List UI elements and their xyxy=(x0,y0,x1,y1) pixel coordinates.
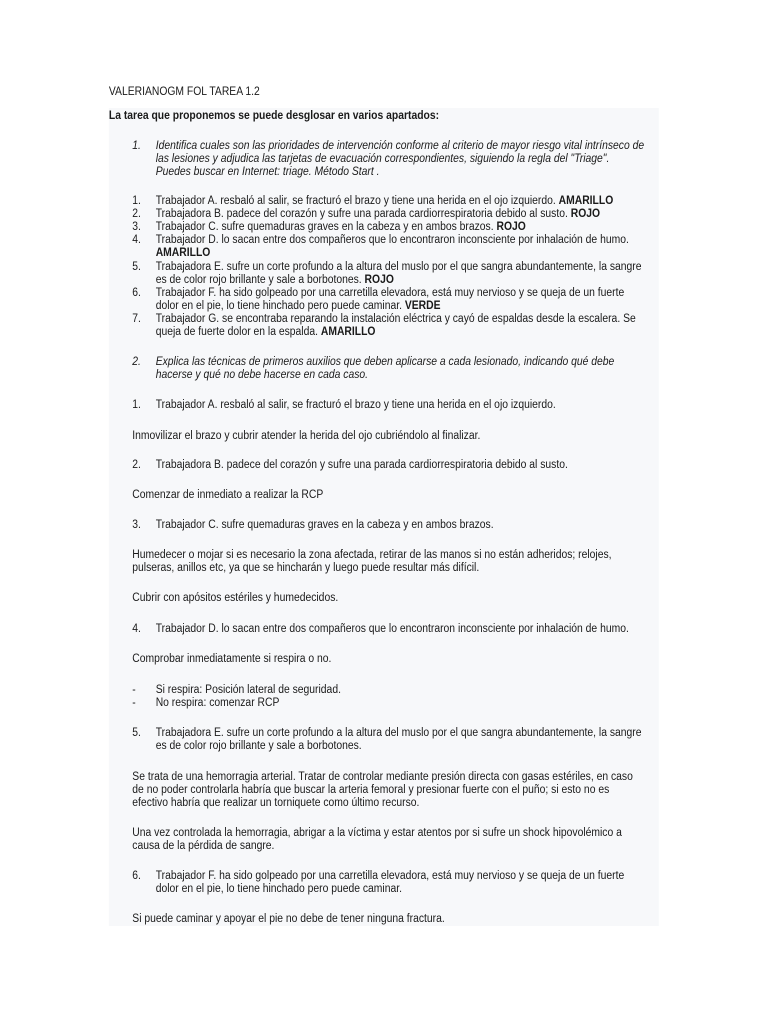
answer-text-e2 xyxy=(132,827,659,853)
answer-heading-text: es de color rojo brillante y sale a borbotones. xyxy=(155,740,362,752)
worker-number: 5. xyxy=(132,261,141,273)
triage-tag: ROJO xyxy=(570,208,601,220)
answer-heading-text: dolor en el pie, lo tiene hinchado pero puede caminar. xyxy=(155,883,402,895)
bullet-mark: - xyxy=(132,697,136,709)
answer-text-e1 xyxy=(132,771,659,810)
worker-number: 4. xyxy=(132,234,141,246)
answer-heading-text: Trabajadora E. sufre un corte profundo a la altura del muslo por el que sangra abundantemente, la sangre xyxy=(155,727,642,739)
worker-text: Trabajador F. ha sido golpeado por una carretilla elevadora, está muy nervioso y se queja de un fuerte xyxy=(155,287,625,299)
worker-text: es de color rojo brillante y sale a borbotones. xyxy=(155,274,362,286)
answer-line: efectivo habría que realizar un torniquete como último recurso. xyxy=(132,797,420,809)
triage-tag: AMARILLO xyxy=(558,195,614,207)
answer-line: Se trata de una hemorragia arterial. Tratar de controlar mediante presión directa con gasas estériles, en caso xyxy=(132,771,633,783)
answer-number: 3. xyxy=(132,519,141,531)
answer-heading-text: Trabajador A. resbaló al salir, se fracturó el brazo y tiene una herida en el ojo izquierdo. xyxy=(155,399,556,411)
answer-heading-text: Trabajador F. ha sido golpeado por una carretilla elevadora, está muy nervioso y se queja de un fuerte xyxy=(155,870,625,882)
worker-text: Trabajadora B. padece del corazón y sufre una parada cardiorrespiratoria debido al susto. xyxy=(155,208,568,220)
answer-number: 1. xyxy=(132,399,141,411)
answer-line: de no poder controlarla habría que buscar la arteria femoral y presionar fuerte con el puño; si esto no es xyxy=(132,784,610,796)
answer-line: causa de la pérdida de sangre. xyxy=(132,840,275,852)
answer-number: 6. xyxy=(132,870,141,882)
worker-text: Trabajador C. sufre quemaduras graves en la cabeza y en ambos brazos. xyxy=(155,221,494,233)
triage-tag: AMARILLO xyxy=(155,247,211,259)
answer-line: pulseras, anillos etc, ya que se hincharán y luego puede resultar más difícil. xyxy=(132,562,480,574)
triage-tag: ROJO xyxy=(364,274,394,286)
worker-text: Trabajador G. se encontraba reparando la instalación eléctrica y cayó de espaldas desde la escalera. Se xyxy=(155,313,636,325)
task-1-line: Puedes buscar en Internet: triage. Método Start . xyxy=(155,166,380,178)
answer-heading-text: Trabajador C. sufre quemaduras graves en la cabeza y en ambos brazos. xyxy=(155,519,494,531)
task-1-line: Identifica cuales son las prioridades de intervención conforme al criterio de mayor riesgo vital intrínseco de xyxy=(155,140,645,152)
answer-text-c1 xyxy=(132,549,659,575)
document-title: VALERIANOGM FOL TAREA 1.2 xyxy=(108,86,260,98)
worker-number: 7. xyxy=(132,313,141,325)
bullet-text: Si respira: Posición lateral de seguridad. xyxy=(155,684,341,696)
worker-number: 6. xyxy=(132,287,141,299)
bullet-text: No respira: comenzar RCP xyxy=(155,697,280,709)
task-2-number: 2. xyxy=(132,356,141,368)
answer-number: 5. xyxy=(132,727,141,739)
answer-heading-text: Trabajador D. lo sacan entre dos compañeros que lo encontraron inconsciente por inhalación de humo. xyxy=(155,623,629,635)
triage-tag: VERDE xyxy=(404,300,441,312)
answer-text-a: Inmovilizar el brazo y cubrir atender la herida del ojo cubriéndolo al finalizar. xyxy=(132,430,481,442)
bullet-mark: - xyxy=(132,684,136,696)
intro-heading: La tarea que proponemos se puede desglosar en varios apartados: xyxy=(108,110,440,122)
worker-number: 2. xyxy=(132,208,141,220)
worker-number: 1. xyxy=(132,195,141,207)
answer-text-c2: Cubrir con apósitos estériles y humedecidos. xyxy=(132,592,339,604)
task-2-line: hacerse y qué no debe hacerse en cada caso. xyxy=(155,369,369,381)
answer-line: Humedecer o mojar si es necesario la zona afectada, retirar de las manos si no están adheridos; relojes, xyxy=(132,549,612,561)
task-1-line: las lesiones y adjudica las tarjetas de evacuación correspondientes, siguiendo la regla del "Triage". xyxy=(155,153,610,165)
triage-tag: AMARILLO xyxy=(320,326,376,338)
answer-number: 2. xyxy=(132,459,141,471)
worker-number: 3. xyxy=(132,221,141,233)
triage-tag: ROJO xyxy=(496,221,526,233)
answer-number: 4. xyxy=(132,623,141,635)
worker-text: Trabajadora E. sufre un corte profundo a la altura del muslo por el que sangra abundantemente, la sangre xyxy=(155,261,642,273)
worker-text: Trabajador A. resbaló al salir, se fracturó el brazo y tiene una herida en el ojo izquierdo. xyxy=(155,195,556,207)
answer-line: Una vez controlada la hemorragia, abrigar a la víctima y estar atentos por si sufre un shock hipovolémico a xyxy=(132,827,622,839)
answer-heading-text: Trabajadora B. padece del corazón y sufre una parada cardiorrespiratoria debido al susto. xyxy=(155,459,568,471)
task-2-line: Explica las técnicas de primeros auxilios que deben aplicarse a cada lesionado, indicando qué debe xyxy=(155,356,615,368)
answer-text-d: Comprobar inmediatamente si respira o no. xyxy=(132,653,332,665)
answer-text-b: Comenzar de inmediato a realizar la RCP xyxy=(132,489,324,501)
worker-text: Trabajador D. lo sacan entre dos compañeros que lo encontraron inconsciente por inhalación de humo. xyxy=(155,234,629,246)
worker-text: queja de fuerte dolor en la espalda. xyxy=(155,326,318,338)
worker-text: dolor en el pie, lo tiene hinchado pero puede caminar. xyxy=(155,300,402,312)
task-1-number: 1. xyxy=(132,140,141,152)
answer-text-f: Si puede caminar y apoyar el pie no debe de tener ninguna fractura. xyxy=(132,913,445,925)
